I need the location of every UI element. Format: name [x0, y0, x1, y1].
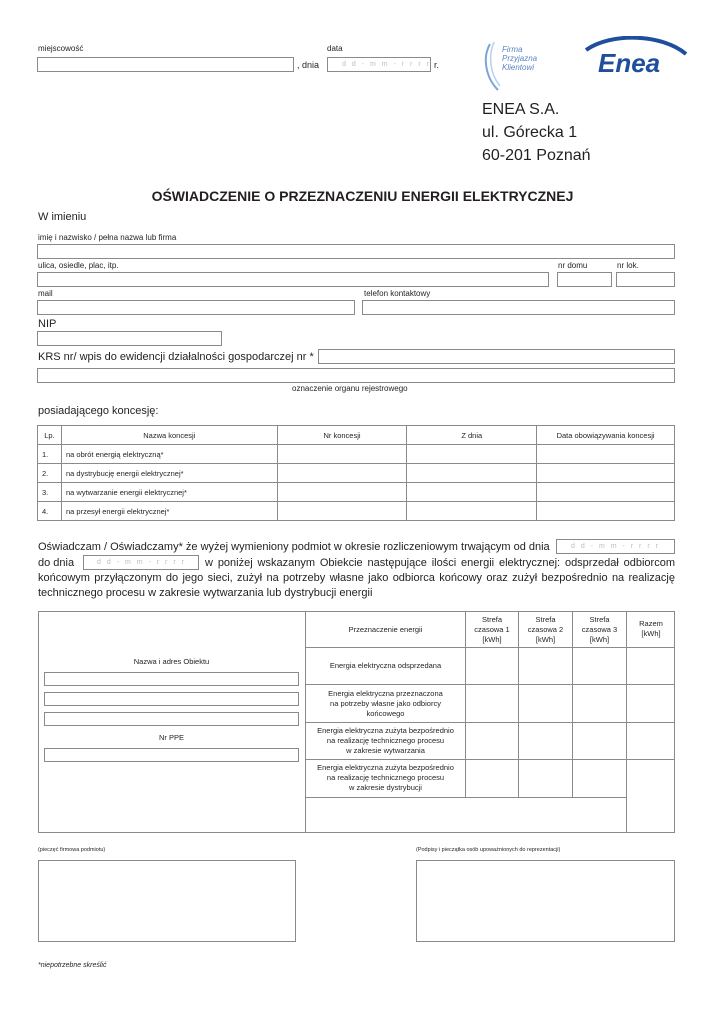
- purpose-row-3: Energia elektryczna zużyta bezpośrednio na realizację technicznego procesu w zakresie wytwarzania: [317, 726, 454, 755]
- year-suffix: r.: [434, 60, 440, 70]
- ppe-input[interactable]: [44, 748, 299, 762]
- nip-input[interactable]: [37, 331, 222, 346]
- valid-cell[interactable]: [537, 445, 675, 464]
- period-to-input[interactable]: d d - m m - r r r r: [83, 555, 199, 570]
- declaration-part-3: w poniżej wskazanym Obiekcie następujące ilości energii elektrycznej: odsprzedał odbiorcom: [205, 557, 675, 569]
- tagline-1: Firma: [502, 45, 523, 54]
- flat-input[interactable]: [616, 272, 675, 287]
- col-name: Nazwa koncesji: [61, 426, 277, 445]
- from-cell[interactable]: [407, 483, 537, 502]
- number-cell[interactable]: [277, 502, 407, 521]
- number-cell[interactable]: [277, 445, 407, 464]
- recipient-line-1: ENEA S.A.: [482, 101, 560, 118]
- phone-label: telefon kontaktowy: [364, 289, 431, 298]
- concession-label: posiadającego koncesję:: [38, 405, 159, 417]
- signature-label: (Podpisy i pieczątka osób upoważnionych do reprezentacji): [416, 847, 561, 853]
- krs-input[interactable]: [318, 349, 675, 364]
- table-header-row: [38, 426, 675, 445]
- col-valid: Data obowiązywania koncesji: [537, 426, 675, 445]
- object-input-3[interactable]: [44, 712, 299, 726]
- street-input[interactable]: [37, 272, 549, 287]
- period-from-input[interactable]: d d - m m - r r r r: [556, 539, 675, 554]
- signature-box[interactable]: [416, 860, 675, 942]
- footnote: *niepotrzebne skreślić: [38, 962, 107, 969]
- valid-cell[interactable]: [537, 464, 675, 483]
- on-behalf-label: W imieniu: [38, 211, 87, 223]
- tagline-2: Przyjazna: [502, 54, 538, 63]
- registry-input[interactable]: [37, 368, 675, 383]
- purpose-row-2: Energia elektryczna przeznaczona na potrzeby własne jako odbiorcy końcowego: [328, 689, 443, 718]
- phone-input[interactable]: [362, 300, 675, 315]
- zone-2-header: Strefa czasowa 2 [kWh]: [527, 615, 564, 644]
- enea-wordmark: Enea: [598, 48, 661, 78]
- place-input[interactable]: [37, 57, 294, 72]
- object-input-1[interactable]: [44, 672, 299, 686]
- date-input[interactable]: d d - m m - r r r r: [327, 57, 431, 72]
- nip-label: NIP: [38, 318, 57, 330]
- table-row: 3. na wytwarzanie energii elektrycznej*: [38, 483, 675, 502]
- valid-cell[interactable]: [537, 483, 675, 502]
- total-header: Razem [kWh]: [639, 619, 663, 638]
- col-lp: Lp.: [38, 426, 62, 445]
- number-cell[interactable]: [277, 464, 407, 483]
- dnia-label: , dnia: [297, 60, 320, 70]
- street-label: ulica, osiedle, plac, itp.: [38, 261, 119, 270]
- col-from: Z dnia: [407, 426, 537, 445]
- object-label: Nazwa i adres Obiektu: [133, 657, 210, 666]
- table-row: 4. na przesył energii elektrycznej*: [38, 502, 675, 521]
- recipient-line-3: 60-201 Poznań: [482, 147, 591, 164]
- declaration-part-1: Oświadczam / Oświadczamy* że wyżej wymieniony podmiot w okresie rozliczeniowym trwającym od dnia: [38, 541, 550, 553]
- purpose-header: Przeznaczenie energii: [348, 625, 423, 634]
- zone-1-header: Strefa czasowa 1 [kWh]: [474, 615, 510, 644]
- number-cell[interactable]: [277, 483, 407, 502]
- object-input-2[interactable]: [44, 692, 299, 706]
- house-label: nr domu: [558, 261, 588, 270]
- name-input[interactable]: [37, 244, 675, 259]
- recipient-line-2: ul. Górecka 1: [482, 124, 578, 141]
- from-cell[interactable]: [407, 445, 537, 464]
- enea-logo: [582, 36, 694, 78]
- mail-label: mail: [38, 289, 53, 298]
- declaration-part-4: końcowym przyłączonym do jego sieci, zużył na potrzeby własne jako odbiorca końcowy oraz zużył bezpośrednio na realizację: [38, 572, 675, 584]
- friendly-company-logo: [480, 38, 542, 96]
- purpose-row-4: Energia elektryczna zużyta bezpośrednio na realizację technicznego procesu w zakresie dystrybucji: [317, 763, 454, 792]
- ppe-label: Nr PPE: [158, 733, 184, 742]
- declaration-part-5: technicznego procesu w zakresie wytwarzania lub dystrybucji energii: [38, 587, 373, 599]
- mail-input[interactable]: [37, 300, 355, 315]
- table-row: 2. na dystrybucję energii elektrycznej*: [38, 464, 675, 483]
- form-title: OŚWIADCZENIE O PRZEZNACZENIU ENERGII ELEKTRYCZNEJ: [151, 188, 574, 204]
- valid-cell[interactable]: [537, 502, 675, 521]
- house-input[interactable]: [557, 272, 612, 287]
- krs-label: KRS nr/ wpis do ewidencji działalności gospodarczej nr *: [38, 351, 314, 363]
- tagline-3: Klientowi: [502, 63, 535, 72]
- concessions-table: [37, 425, 675, 521]
- stamp-box[interactable]: [38, 860, 296, 942]
- declaration-part-2: do dnia: [38, 557, 75, 569]
- from-cell[interactable]: [407, 502, 537, 521]
- registry-caption: oznaczenie organu rejestrowego: [292, 384, 408, 393]
- purpose-row-1: Energia elektryczna odsprzedana: [329, 661, 442, 670]
- name-label: imię i nazwisko / pełna nazwa lub firma: [38, 233, 177, 242]
- col-number: Nr koncesji: [277, 426, 407, 445]
- stamp-label: (pieczęć firmowa podmiotu): [38, 847, 106, 853]
- date-label: data: [327, 44, 343, 53]
- zone-3-header: Strefa czasowa 3 [kWh]: [581, 615, 618, 644]
- place-label: miejscowość: [38, 44, 84, 53]
- table-row: 1. na obrót energią elektryczną*: [38, 445, 675, 464]
- flat-label: nr lok.: [617, 261, 639, 270]
- from-cell[interactable]: [407, 464, 537, 483]
